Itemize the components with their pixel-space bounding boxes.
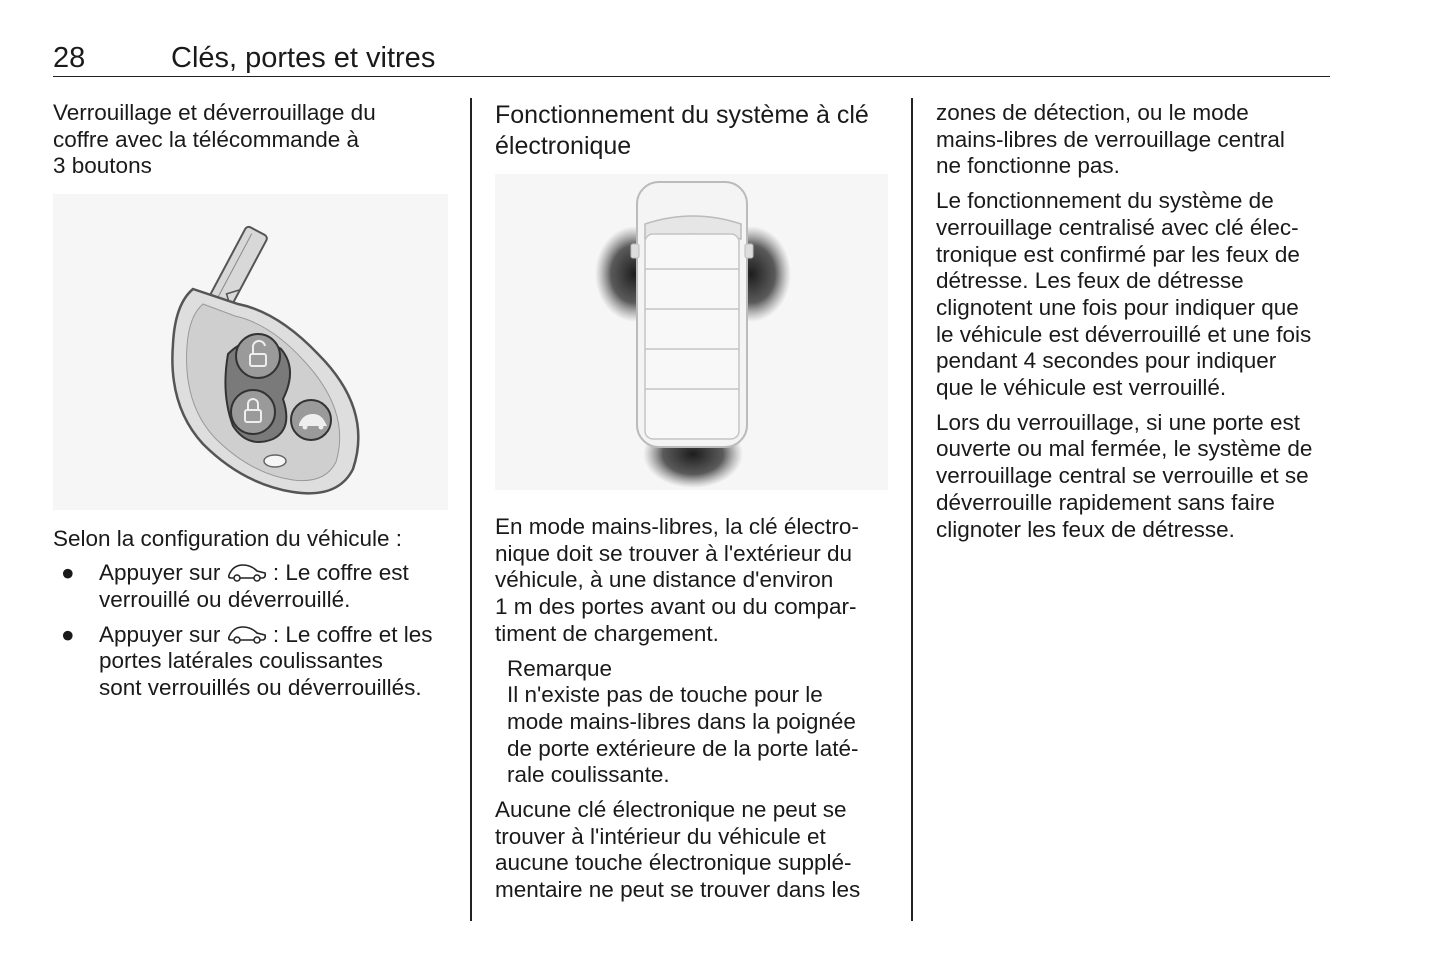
remote-key-figure — [53, 194, 448, 510]
van-detection-zones-icon — [495, 174, 888, 490]
chapter-title: Clés, portes et vitres — [171, 42, 436, 74]
remark-box: Remarque Il n'existe pas de touche pour le mode mains-libres dans la poignée de porte extérieure de la porte laté- rale coulissante. — [495, 656, 895, 790]
column-divider-2 — [911, 98, 913, 921]
paragraph: Lors du verrouillage, si une porte est ouverte ou mal fermée, le système de verrouillage central se verrouille et se déverrouille rapidement sans faire clignoter les feux de détresse. — [936, 409, 1313, 542]
list-item: ● Appuyer sur : Le coffre est verrouillé ou déverrouillé. — [61, 560, 409, 612]
bullet-list — [53, 560, 453, 702]
section-subheading: Verrouillage et déverrouillage du coffre avec la télécommande à 3 boutons — [53, 100, 376, 178]
column-3 — [936, 100, 1336, 551]
bullet-icon: ● — [61, 560, 75, 586]
paragraph: zones de détection, ou le mode mains-libres de verrouillage central ne fonctionne pas. — [936, 100, 1285, 179]
remark-title: Remarque — [507, 655, 613, 681]
car-icon — [227, 623, 267, 645]
intro-text: Selon la configuration du véhicule : — [53, 525, 402, 551]
column-1 — [53, 100, 453, 710]
paragraph: Aucune clé électronique ne peut se trouver à l'intérieur du véhicule et aucune touche électronique supplé- mentaire ne peut se trouver dans les — [495, 797, 861, 903]
page-number: 28 — [53, 42, 86, 74]
car-icon — [227, 561, 267, 583]
list-item: ● Appuyer sur : Le coffre et les portes latérales coulissantes sont verrouillés ou déverrouillés. — [61, 621, 433, 701]
bullet-icon: ● — [61, 621, 75, 647]
remote-key-icon — [53, 194, 448, 510]
page-header — [53, 42, 1330, 77]
column-2 — [495, 100, 895, 912]
section-heading: Fonctionnement du système à clé électronique — [495, 101, 869, 160]
paragraph: En mode mains-libres, la clé électro- nique doit se trouver à l'extérieur du véhicule, à une distance d'environ 1 m des portes avant ou du compar- timent de chargement. — [495, 514, 859, 646]
van-detection-figure — [495, 174, 888, 490]
column-divider-1 — [470, 98, 472, 921]
paragraph: Le fonctionnement du système de verrouillage centralisé avec clé élec- tronique est confirmé par les feux de détresse. Les feux de détresse clignotent une fois pour indiquer que le véhicule est déverrouillé et une fois pendant 4 secondes pour indiquer que le véhicule est verrouillé. — [936, 188, 1312, 401]
